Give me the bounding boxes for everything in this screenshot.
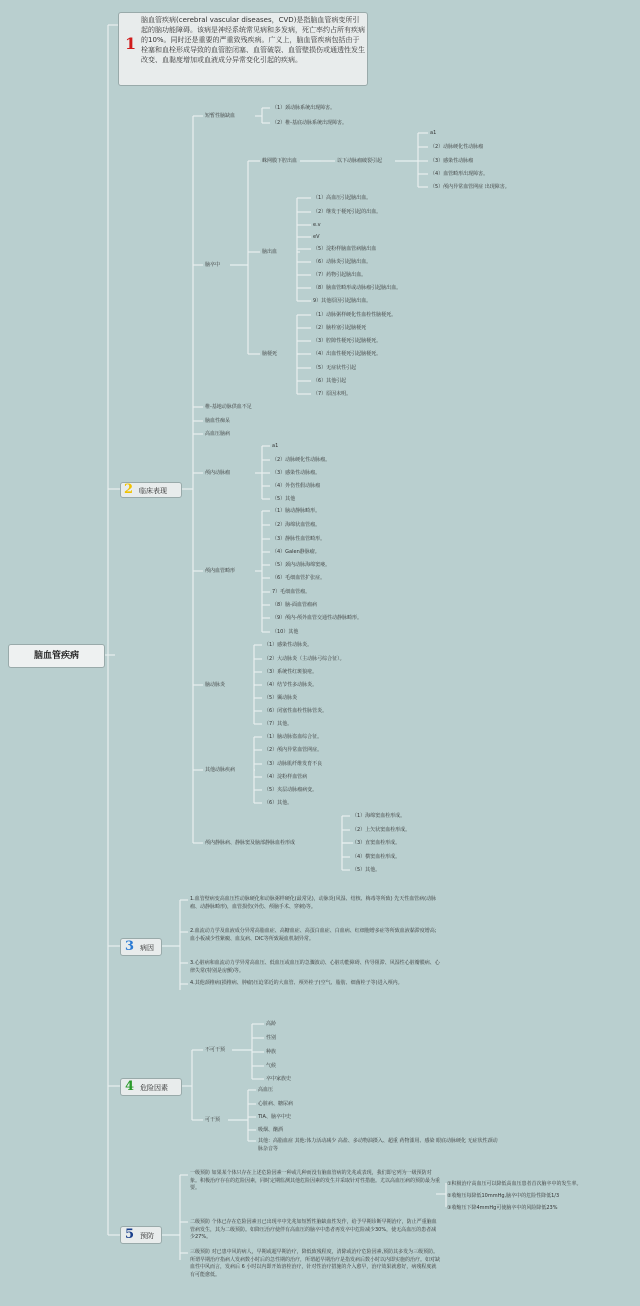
clinical-leaf[interactable]: （5）其他。: [352, 866, 381, 873]
clinical-leaf[interactable]: （5）淀粉样脑血管病脑出血: [313, 245, 377, 252]
risk-item[interactable]: 种族: [266, 1048, 277, 1055]
risk-item[interactable]: 心脏病、糖尿病: [258, 1100, 294, 1107]
clinical-leaf[interactable]: （2）颅内异常血管网症。: [264, 746, 323, 753]
risk-group-modifiable: 可干预: [205, 1117, 221, 1123]
clinical-leaf[interactable]: （2）脑栓塞引起脑梗死: [313, 324, 367, 331]
prevention-note-3: ③收缩压下降4mmHg可使脑卒中的风险降低23%: [447, 1205, 558, 1211]
clinical-item[interactable]: 颅内动脉瘤: [205, 469, 231, 476]
clinical-leaf[interactable]: （6）闭塞性血栓性脉管炎。: [264, 707, 328, 714]
risk-item[interactable]: TIA、脑卒中史: [258, 1113, 291, 1120]
clinical-leaf[interactable]: （4）出血性梗死引起脑梗死。: [313, 350, 382, 357]
clinical-leaf[interactable]: （1）海绵窦血栓形成。: [352, 812, 406, 819]
section-number-2: 2: [124, 482, 134, 497]
prevention-para-3: 三级预防 对已患中风的病人，早期或超早期治疗，降低致残程度，清除或治疗危险因素,预防其多发为三级预防。所谓早期治疗指病人发病数小时后的急性期的治疗，所谓超早期治疗是指发病后数小时以内即实施的治疗。如对缺血性中风而言，发病后 6 小时以内即开始溶栓治疗，针对性治疗措施的介入愈早，治疗效果就愈好，病残程度就有可能愈低。: [190, 1249, 441, 1278]
section-cause[interactable]: [120, 938, 162, 956]
clinical-leaf[interactable]: （5）其他: [272, 495, 296, 502]
section-label: 危险因素: [140, 1084, 168, 1092]
clinical-leaf[interactable]: （2）椎-基底动脉系统出现障害。: [272, 119, 347, 126]
clinical-leaf[interactable]: （8）脑血管畸形或动脉瘤引起脑出血。: [313, 284, 402, 291]
clinical-leaf[interactable]: （3）系统性红斑狼疮。: [264, 668, 318, 675]
clinical-leaf[interactable]: （6）其他。: [264, 799, 293, 806]
clinical-leaf[interactable]: （3）动脉肌纤维发育不良: [264, 760, 323, 767]
clinical-leaf[interactable]: （8）脑-面血管瘤病: [272, 601, 317, 608]
clinical-leaf[interactable]: （3）直窦血栓形成。: [352, 839, 401, 846]
clinical-leaf[interactable]: （5）无症状性引起: [313, 364, 357, 371]
risk-item[interactable]: 高血压: [258, 1086, 274, 1093]
clinical-leaf[interactable]: （6）动脉炎引起脑出血。: [313, 258, 372, 265]
clinical-leaf[interactable]: （10）其他: [272, 628, 299, 635]
prevention-para-2: 二级预防 个体已存在危险因素且已出现卒中先兆如短暂性脑缺血性发作，给予早期诊断早期治疗，防止严重脑血管病发生，其为二级预防。如降压治疗使伴有高血压的脑卒中患者再发卒中危险减少30%，使无高血压的患者减少27%。: [190, 1219, 437, 1240]
clinical-subgroup[interactable]: 脑梗死: [262, 350, 278, 357]
intro-text: 脑血管疾病(cerebral vascular diseases，CVD)是指脑血管病变所引起的脑功能障碍。该病是神经系统常见病和多发病，死亡率约占所有疾病的10%。同时还是重要的严重致残疾病。广义上，脑血管疾病包括由于栓塞和血栓形成导致的血管腔闭塞、血管破裂、血管壁损伤或通透性发生改变、血黏度增加或血液成分异常变化引起的疾病。: [141, 16, 365, 64]
clinical-leaf[interactable]: （1）颈动脉系统出现障害。: [272, 104, 336, 111]
clinical-leaf[interactable]: eV: [313, 233, 320, 240]
section-risk[interactable]: [120, 1078, 182, 1096]
clinical-leaf[interactable]: （4）外伤性假动脉瘤: [272, 482, 321, 489]
clinical-leaf[interactable]: （4）淀粉样血管病: [264, 773, 308, 780]
cause-para-4: 4.其他颈椎病(损椎病、肿瘤)压迫邻近的大血管、颅外栓子(空气、脂肪、细菌栓子等)进入颅内。: [190, 980, 403, 986]
clinical-item[interactable]: 脑血性痴呆: [205, 417, 231, 424]
clinical-leaf[interactable]: （7）药物引起脑出血。: [313, 271, 367, 278]
clinical-item[interactable]: 其他动脉疾病: [205, 766, 236, 773]
clinical-item[interactable]: 脑卒中: [205, 261, 221, 268]
section-number-3: 3: [125, 939, 135, 954]
clinical-leaf[interactable]: （1）脑动脉盗血综合征。: [264, 733, 323, 740]
clinical-leaf[interactable]: （9）颅内-颅外血管交通性动静脉畸形。: [272, 614, 362, 621]
clinical-leaf[interactable]: （4）血管畸形出现障害。: [430, 170, 489, 177]
clinical-leaf[interactable]: a1: [430, 129, 437, 136]
cause-para-1: 1.血管壁病变高血压性动脉硬化和动脉粥样硬化(最常见)，动脉炎(风湿、结核、梅毒等所致) 先天性血管病(动脉瘤、动静脉畸形)，血管损伤(外伤、颅脑手术、穿刺)等。: [190, 896, 437, 910]
risk-item[interactable]: 吸烟、酗酒: [258, 1126, 284, 1133]
clinical-item[interactable]: 颅内血管畸形: [205, 567, 236, 574]
clinical-leaf[interactable]: （5）颞动脉炎: [264, 694, 298, 701]
clinical-leaf[interactable]: 7）毛细血管瘤。: [272, 588, 311, 595]
clinical-leaf[interactable]: （1）高血压引起脑出血。: [313, 194, 372, 201]
clinical-leaf[interactable]: （5）颈内动脉海绵窦瘘。: [272, 561, 331, 568]
risk-item[interactable]: 性别: [266, 1034, 277, 1041]
clinical-item[interactable]: 高血压脑病: [205, 430, 231, 437]
clinical-leaf[interactable]: （5）颅内异常血管网症 出现障害。: [430, 183, 510, 190]
clinical-leaf[interactable]: e.v: [313, 221, 321, 228]
clinical-leaf[interactable]: （5）夹层动脉瘤病变。: [264, 786, 318, 793]
clinical-leaf[interactable]: （6）其他引起: [313, 377, 347, 384]
clinical-item[interactable]: 椎-基地动脉供血不足: [205, 403, 252, 410]
section-label: 临床表现: [139, 487, 167, 495]
clinical-leaf[interactable]: a1: [272, 442, 279, 449]
section-number-4: 4: [125, 1079, 135, 1094]
section-prevention[interactable]: [120, 1226, 162, 1244]
section-number-5: 5: [125, 1227, 135, 1242]
clinical-leaf[interactable]: （2）上矢状窦血栓形成。: [352, 826, 411, 833]
intro-box: [118, 12, 368, 86]
clinical-leaf[interactable]: （7）原因未明。: [313, 390, 352, 397]
clinical-leaf[interactable]: （1）感染性动脉炎。: [264, 641, 313, 648]
section-label: 病因: [140, 944, 154, 952]
clinical-subgroup[interactable]: 蛛网膜下腔出血: [262, 157, 298, 164]
clinical-subgroup[interactable]: 脑出血: [262, 248, 278, 255]
clinical-leaf[interactable]: （1）脑动静脉畸形。: [272, 507, 321, 514]
clinical-leaf[interactable]: （1）动脉粥样硬化性血栓性脑梗死。: [313, 311, 397, 318]
clinical-leaf[interactable]: （2）动脉硬化性动脉瘤。: [272, 456, 331, 463]
clinical-leaf[interactable]: （3）腔隙性梗死引起脑梗死。: [313, 337, 382, 344]
section-clinical[interactable]: [120, 482, 182, 498]
clinical-leaf[interactable]: （2）动脉硬化性动脉瘤: [430, 143, 484, 150]
clinical-leaf[interactable]: （3）静脉性血管畸形。: [272, 535, 326, 542]
clinical-item[interactable]: 颅内静脉病、静脉窦及脑部静脉血栓形成: [205, 839, 296, 846]
cause-para-3: 3.心脏病和血流动力学异常高血压、低血压或血压的急骤波动、心脏功能障碍、传导阻滞、风湿性心脏瓣膜病、心律失常(特别是房颤)等。: [190, 960, 440, 974]
clinical-leaf[interactable]: （4）横窦血栓形成。: [352, 853, 401, 860]
clinical-leaf[interactable]: （2）大动脉炎（主动脉弓综合征）。: [264, 655, 345, 662]
clinical-leaf[interactable]: 以下动脉瘤破裂引起: [337, 157, 383, 164]
section-number-1: 1: [125, 34, 137, 53]
risk-item[interactable]: 高龄: [266, 1020, 277, 1027]
clinical-leaf[interactable]: （2）海绵状血管瘤。: [272, 521, 321, 528]
risk-item[interactable]: 卒中家族史: [266, 1075, 292, 1082]
prevention-note-1: ①积极治疗高血压可以降低高血压患者首次脑卒中的发生率。: [447, 1181, 582, 1187]
clinical-leaf[interactable]: （2）继发于梗死引起的出血。: [313, 208, 382, 215]
clinical-leaf[interactable]: （3）感染性动脉瘤: [430, 157, 474, 164]
clinical-leaf[interactable]: （4）结节性多动脉炎。: [264, 681, 318, 688]
clinical-item[interactable]: 短暂性脑缺血: [205, 112, 236, 119]
clinical-leaf[interactable]: 9）其他原因引起脑出血。: [313, 297, 372, 304]
clinical-item[interactable]: 脑动脉炎: [205, 681, 226, 688]
clinical-leaf[interactable]: （3）感染性动脉瘤。: [272, 469, 321, 476]
clinical-leaf[interactable]: （4）Galen静脉瘤。: [272, 548, 320, 555]
cause-para-2: 2.血流动力学及血液成分异常高脂血症、高糖血症、高蛋白血症、白血病、红细胞增多症等所致血液黏滞度增高;血小板减少性紫癜、血友病、DIC等所致凝血机制异常。: [190, 928, 437, 942]
root-node[interactable]: 脑血管疾病: [8, 644, 105, 668]
clinical-leaf[interactable]: （6）毛细血管扩张症。: [272, 574, 326, 581]
prevention-note-2: ②收缩压每降低10mmHg,脑卒中的危险性降低1/3: [447, 1193, 560, 1199]
risk-group-fixed: 不可干预: [205, 1047, 226, 1053]
clinical-leaf[interactable]: （7）其他。: [264, 720, 293, 727]
risk-item[interactable]: 气候: [266, 1062, 277, 1069]
section-label: 预防: [140, 1232, 154, 1240]
prevention-para-1: 一级预防 如果某个体只存在上述危险因素一种或几种而没有脑血管病的先兆或表现，我们即它列为一级预防对象。积极治疗存在的危险因素，同时定期监测其他危险因素的发生并采取针对性措施。尤以高血压病的预防最为重要。: [190, 1170, 441, 1191]
risk-other: 其他：高脂血症 其他:体力活动减少 高盐、多动物油摄入、超重 药物滥用、感染 眼底动脉硬化 无症状性颈动脉杂音等: [258, 1138, 498, 1152]
